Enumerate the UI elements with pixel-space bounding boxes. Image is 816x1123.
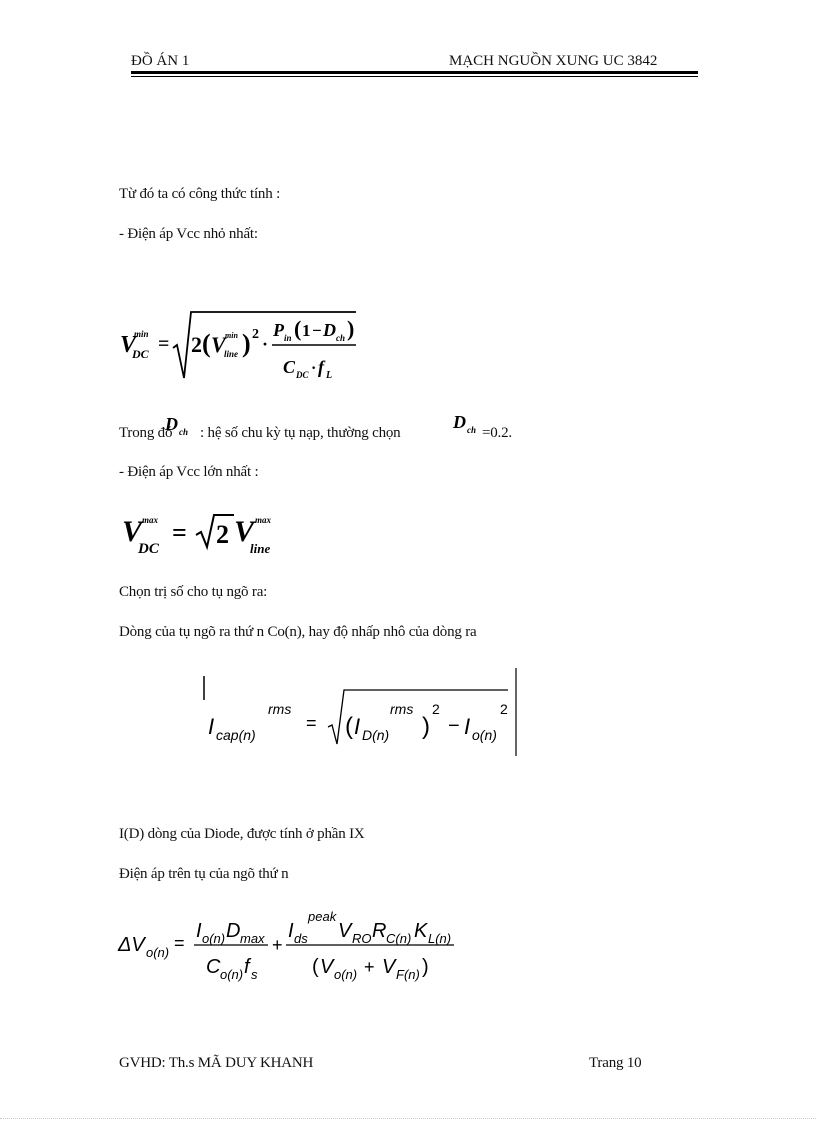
formula-vdc-min xyxy=(118,300,368,390)
svg-text:L: L xyxy=(326,370,333,381)
svg-text:): ) xyxy=(422,713,430,740)
svg-text:): ) xyxy=(242,329,251,358)
svg-text:D: D xyxy=(226,920,241,942)
svg-text:o(n): o(n) xyxy=(220,967,244,982)
svg-text:·: · xyxy=(262,334,269,354)
svg-text:ds: ds xyxy=(294,931,308,946)
svg-text:V: V xyxy=(234,515,255,548)
svg-text:o(n): o(n) xyxy=(202,931,226,946)
svg-text:=: = xyxy=(174,933,185,953)
svg-text:ch: ch xyxy=(336,333,345,343)
svg-text:ch: ch xyxy=(179,427,188,437)
svg-text:rms: rms xyxy=(390,701,414,717)
svg-text:K: K xyxy=(414,920,428,942)
svg-text:C: C xyxy=(206,956,221,978)
svg-text:max: max xyxy=(142,515,159,525)
svg-text:2: 2 xyxy=(432,701,440,717)
svg-text:rms: rms xyxy=(268,701,292,717)
paragraph-voltage-cap: Điện áp trên tụ của ngõ thứ n xyxy=(119,866,289,882)
header-rule-thick xyxy=(131,71,698,74)
header-left: ĐỒ ÁN 1 xyxy=(131,53,190,69)
svg-text:2: 2 xyxy=(191,332,202,357)
svg-text:DC: DC xyxy=(138,541,159,557)
svg-text:−: − xyxy=(312,321,322,340)
formula-delta-vo xyxy=(116,905,461,985)
formula-icap-rms xyxy=(198,664,523,760)
svg-text:min: min xyxy=(134,329,149,339)
svg-text:+: + xyxy=(272,935,283,955)
svg-text:+: + xyxy=(364,957,375,977)
svg-text:I: I xyxy=(354,714,361,739)
svg-text:F(n): F(n) xyxy=(396,967,420,982)
svg-text:DC: DC xyxy=(132,347,149,361)
svg-text:R: R xyxy=(372,920,387,942)
paragraph-intro: Từ đó ta có công thức tính : xyxy=(119,186,281,202)
svg-text:V: V xyxy=(320,956,334,978)
svg-text:I: I xyxy=(196,920,202,942)
paragraph-choose-cap: Chọn trị số cho tụ ngõ ra: xyxy=(119,584,268,600)
svg-text:o(n): o(n) xyxy=(472,727,497,743)
svg-text:L(n): L(n) xyxy=(428,931,452,946)
svg-text:C(n): C(n) xyxy=(386,931,412,946)
svg-text:cap(n): cap(n) xyxy=(216,727,256,743)
footer-page-number: Trang 10 xyxy=(589,1055,642,1071)
svg-text:f: f xyxy=(244,956,250,978)
svg-text:2: 2 xyxy=(252,327,259,342)
svg-text:=: = xyxy=(172,518,187,547)
svg-text:−: − xyxy=(448,715,460,737)
svg-text:1: 1 xyxy=(302,321,311,340)
svg-text:I: I xyxy=(464,714,471,739)
svg-text:D: D xyxy=(323,320,336,340)
svg-text:max: max xyxy=(240,931,265,946)
header-right: MẠCH NGUỒN XUNG UC 3842 xyxy=(449,53,658,69)
paragraph-vcc-min: - Điện áp Vcc nhỏ nhất: xyxy=(119,226,258,242)
svg-text:max: max xyxy=(255,515,272,525)
svg-text:I: I xyxy=(288,920,294,942)
page-bottom-divider xyxy=(0,1118,816,1119)
svg-text:o(n): o(n) xyxy=(334,967,358,982)
svg-text:): ) xyxy=(422,956,429,978)
svg-text:o(n): o(n) xyxy=(146,945,170,960)
svg-text:(: ( xyxy=(202,329,211,358)
footer-advisor: GVHD: Th.s MÃ DUY KHANH xyxy=(119,1055,314,1071)
svg-text:min: min xyxy=(225,331,238,340)
svg-text:DC: DC xyxy=(296,370,309,380)
svg-text:2: 2 xyxy=(500,701,508,717)
svg-text:ch: ch xyxy=(467,425,476,435)
svg-text:f: f xyxy=(318,357,324,377)
svg-text:(: ( xyxy=(312,956,319,978)
svg-text:V: V xyxy=(120,332,137,358)
svg-text:D: D xyxy=(453,412,466,432)
svg-text:=: = xyxy=(306,713,317,733)
svg-text:I: I xyxy=(208,714,215,739)
svg-text:=: = xyxy=(158,333,170,355)
svg-text:line: line xyxy=(250,541,271,556)
svg-text:): ) xyxy=(347,316,355,341)
svg-text:V: V xyxy=(382,956,396,978)
svg-text:line: line xyxy=(224,349,239,359)
svg-text:D: D xyxy=(165,414,178,434)
paragraph-trong-do: Trong đó xyxy=(119,425,173,441)
svg-text:V: V xyxy=(211,332,226,357)
svg-text:(: ( xyxy=(345,713,353,740)
svg-text:2: 2 xyxy=(216,520,229,549)
svg-text:V: V xyxy=(122,515,143,548)
svg-text:ΔV: ΔV xyxy=(118,934,145,956)
svg-text:D(n): D(n) xyxy=(362,727,390,743)
paragraph-trong-do-value: =0.2. xyxy=(482,425,512,441)
svg-text:C: C xyxy=(283,357,296,377)
paragraph-diode-current: I(D) dòng của Diode, được tính ở phần IX xyxy=(119,826,365,842)
svg-text:V: V xyxy=(338,920,352,942)
svg-text:RO: RO xyxy=(352,931,372,946)
svg-text:·: · xyxy=(311,360,317,377)
svg-text:P: P xyxy=(273,320,284,340)
svg-text:in: in xyxy=(284,333,292,343)
header-rule-thin xyxy=(131,76,698,77)
formula-vdc-max xyxy=(118,505,298,565)
svg-text:(: ( xyxy=(294,316,302,341)
paragraph-cap-current: Dòng của tụ ngõ ra thứ n Co(n), hay độ nhấp nhô của dòng ra xyxy=(119,624,477,640)
svg-text:s: s xyxy=(251,967,258,982)
svg-text:peak: peak xyxy=(308,909,337,924)
paragraph-vcc-max: - Điện áp Vcc lớn nhất : xyxy=(119,464,259,480)
paragraph-trong-do-desc: : hệ số chu kỳ tụ nạp, thường chọn xyxy=(200,425,401,441)
